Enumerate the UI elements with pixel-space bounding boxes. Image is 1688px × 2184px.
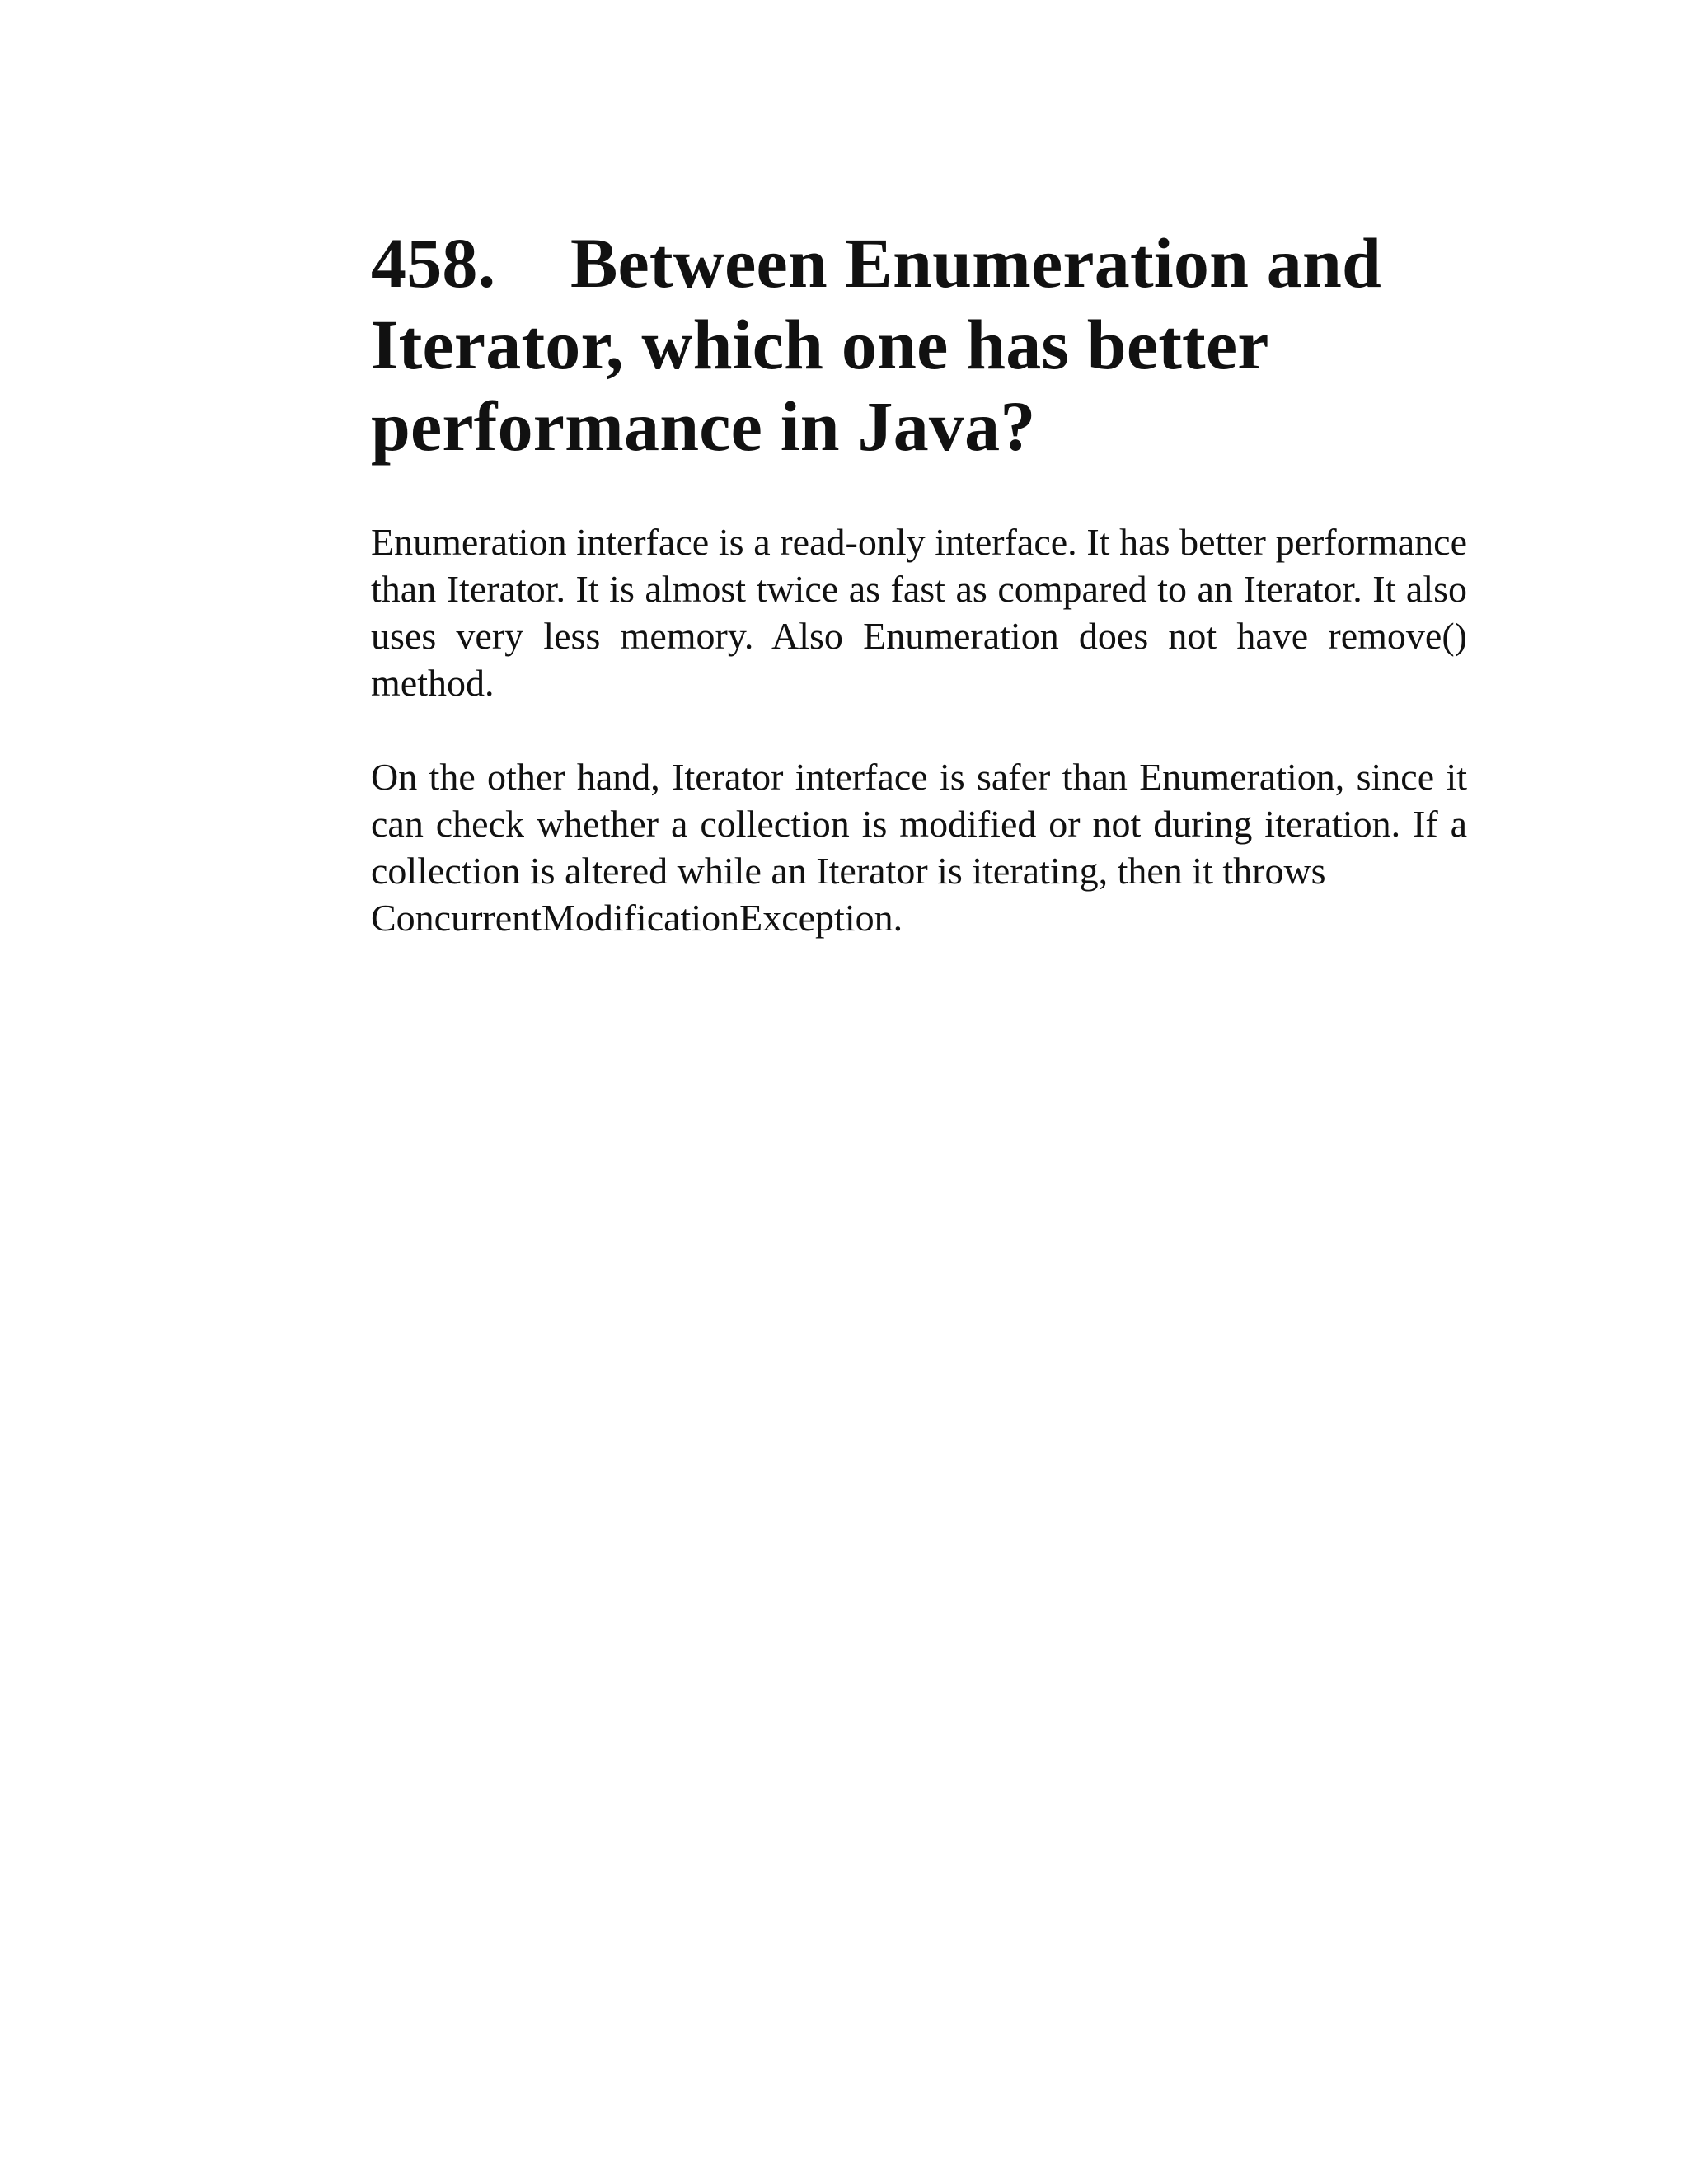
exception-name: ConcurrentModificationException. [371,897,903,939]
answer-paragraph-2-text: On the other hand, Iterator interface is safer than Enumeration, since it can check whether a collection is modified or not during iteration. If a collection is altered while an Iterator is iterating, then it throws [371,756,1467,892]
question-title: Between Enumeration and Iterator, which one has better performance in Java? [371,223,1382,466]
question-number: 458. [371,223,496,302]
answer-paragraph-2 [371,753,1467,941]
page-content [371,223,1467,941]
answer-paragraph-1: Enumeration interface is a read-only interface. It has better performance than Iterator. It is almost twice as fast as compared to an Iterator. It also uses very less memory. Also Enumeration does not have remove() method. [371,521,1467,704]
question-heading [371,223,1467,467]
